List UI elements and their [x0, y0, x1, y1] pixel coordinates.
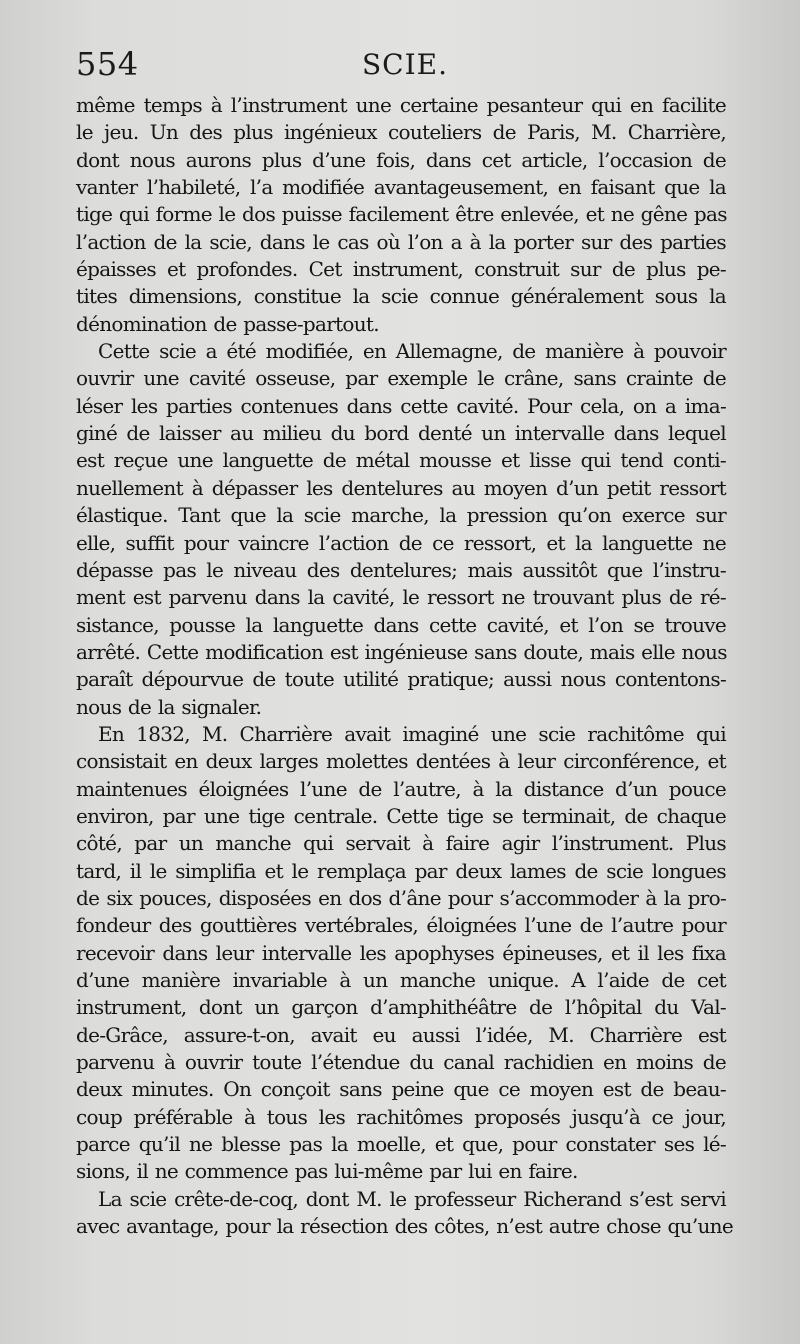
page-number: 554: [76, 45, 139, 83]
text-line: nous de la signaler.: [76, 694, 262, 719]
text-line: de six pouces, disposées en dos d’âne pour s’accommoder à la pro-: [76, 885, 726, 910]
text-line: le jeu. Un des plus ingénieux couteliers de Paris, M. Charrière,: [76, 120, 726, 145]
text-line: dépasse pas le niveau des dentelures; mais aussitôt que l’instru-: [76, 557, 726, 582]
text-line: épaisses et profondes. Cet instrument, construit sur de plus pe-: [76, 257, 726, 282]
text-line: d’une manière invariable à un manche unique. A l’aide de cet: [76, 968, 726, 992]
text-line: maintenues éloignées l’une de l’autre, à la distance d’un pouce: [76, 776, 726, 801]
text-line: Cette scie a été modifiée, en Allemagne, de manière à pouvoir: [98, 339, 726, 364]
text-line: parvenu à ouvrir toute l’étendue du canal rachidien en moins de: [76, 1050, 726, 1075]
text-line: dont nous aurons plus d’une fois, dans cet article, l’occasion de: [76, 147, 726, 172]
text-line: même temps à l’instrument une certaine pesanteur qui en facilite: [76, 93, 726, 117]
text-line: est reçue une languette de métal mousse et lisse qui tend conti-: [76, 448, 726, 473]
text-line: ouvrir une cavité osseuse, par exemple le crâne, sans crainte de: [76, 366, 726, 391]
text-line: recevoir dans leur intervalle les apophyses épineuses, et il les fixa: [76, 940, 726, 965]
text-line: tard, il le simplifia et le remplaça par deux lames de scie longues: [76, 858, 726, 883]
text-line: arrêté. Cette modification est ingénieuse sans doute, mais elle nous: [76, 639, 727, 664]
text-line: vanter l’habileté, l’a modifiée avantageusement, en faisant que la: [76, 175, 726, 200]
text-line: tige qui forme le dos puisse facilement être enlevée, et ne gêne pas: [76, 202, 727, 227]
text-line: l’action de la scie, dans le cas où l’on a à la porter sur des parties: [76, 229, 726, 254]
text-line: instrument, dont un garçon d’amphithéâtre de l’hôpital du Val-: [76, 995, 726, 1020]
text-line: parce qu’il ne blesse pas la moelle, et que, pour constater ses lé-: [76, 1132, 726, 1157]
text-line: consistait en deux larges molettes dentées à leur circonférence, et: [76, 749, 726, 774]
text-line: elle, suffit pour vaincre l’action de ce ressort, et la languette ne: [76, 530, 726, 555]
text-line: En 1832, M. Charrière avait imaginé une scie rachitôme qui: [98, 721, 726, 746]
body-text: [76, 92, 733, 1240]
text-line: dénomination de passe-partout.: [76, 311, 379, 336]
running-head: SCIE.: [362, 48, 449, 81]
text-line: ment est parvenu dans la cavité, le ressort ne trouvant plus de ré-: [76, 585, 726, 610]
text-line: giné de laisser au milieu du bord denté un intervalle dans lequel: [76, 421, 726, 446]
text-line: sistance, pousse la languette dans cette cavité, et l’on se trouve: [76, 612, 726, 637]
page-header: [76, 44, 726, 88]
text-line: côté, par un manche qui servait à faire agir l’instrument. Plus: [76, 831, 726, 856]
text-line: de-Grâce, assure-t-on, avait eu aussi l’idée, M. Charrière est: [76, 1022, 726, 1047]
text-line: léser les parties contenues dans cette cavité. Pour cela, on a ima-: [76, 393, 726, 418]
text-line: tites dimensions, constitue la scie connue généralement sous la: [76, 284, 726, 309]
text-line: deux minutes. On conçoit sans peine que ce moyen est de beau-: [76, 1077, 726, 1102]
text-line: sions, il ne commence pas lui-même par lui en faire.: [76, 1159, 578, 1184]
text-line: avec avantage, pour la résection des côtes, n’est autre chose qu’une: [76, 1214, 733, 1239]
text-line: La scie crête-de-coq, dont M. le professeur Richerand s’est servi: [98, 1186, 726, 1211]
text-line: coup préférable à tous les rachitômes proposés jusqu’à ce jour,: [76, 1104, 726, 1129]
text-line: fondeur des gouttières vertébrales, éloignées l’une de l’autre pour: [76, 913, 726, 938]
text-line: paraît dépourvue de toute utilité pratique; aussi nous contentons-: [76, 667, 726, 692]
text-line: nuellement à dépasser les dentelures au moyen d’un petit ressort: [76, 475, 726, 500]
text-line: élastique. Tant que la scie marche, la pression qu’on exerce sur: [76, 503, 726, 528]
text-line: environ, par une tige centrale. Cette tige se terminait, de chaque: [76, 803, 726, 828]
